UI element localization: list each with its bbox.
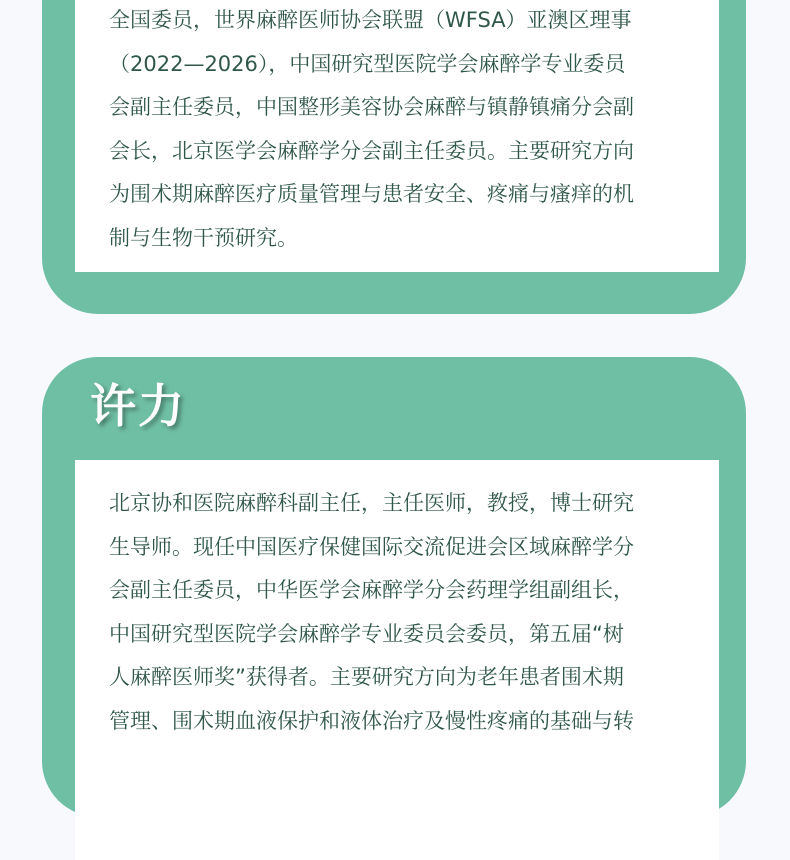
bio-line: 生导师。现任中国医疗保健国际交流促进会区域麻醉学分 xyxy=(109,534,634,559)
bio-line: 北京协和医院麻醉科副主任，主任医师，教授，博士研究 xyxy=(109,491,634,515)
bio-line: 制与生物干预研究。 xyxy=(109,225,298,250)
bio-line: 全国委员，世界麻醉医师协会联盟（WFSA）亚澳区理事 xyxy=(109,8,632,32)
bio-text xyxy=(109,0,699,260)
bio-panel xyxy=(75,0,719,272)
profile-card-xu-li xyxy=(42,357,746,817)
bio-line: 会副主任委员，中国整形美容协会麻醉与镇静镇痛分会副 xyxy=(109,95,634,119)
bio-line: 会副主任委员，中华医学会麻醉学分会药理学组副组长， xyxy=(109,578,634,602)
bio-panel xyxy=(75,460,719,860)
profile-name: 许力 xyxy=(90,379,186,433)
bio-line: 为围术期麻醉医疗质量管理与患者安全、疼痛与瘙痒的机 xyxy=(109,182,634,206)
bio-line: （2022—2026），中国研究型医院学会麻醉学专业委员 xyxy=(109,51,626,76)
profile-card-previous xyxy=(42,0,746,314)
bio-line: 中国研究型医院学会麻醉学专业委员会委员，第五届“树 xyxy=(109,621,624,646)
bio-line: 人麻醉医师奖”获得者。主要研究方向为老年患者围术期 xyxy=(109,665,624,689)
bio-line: 会长，北京医学会麻醉学分会副主任委员。主要研究方向 xyxy=(109,138,634,163)
bio-line: 管理、围术期血液保护和液体治疗及慢性疼痛的基础与转 xyxy=(109,708,634,733)
bio-text xyxy=(109,482,699,743)
